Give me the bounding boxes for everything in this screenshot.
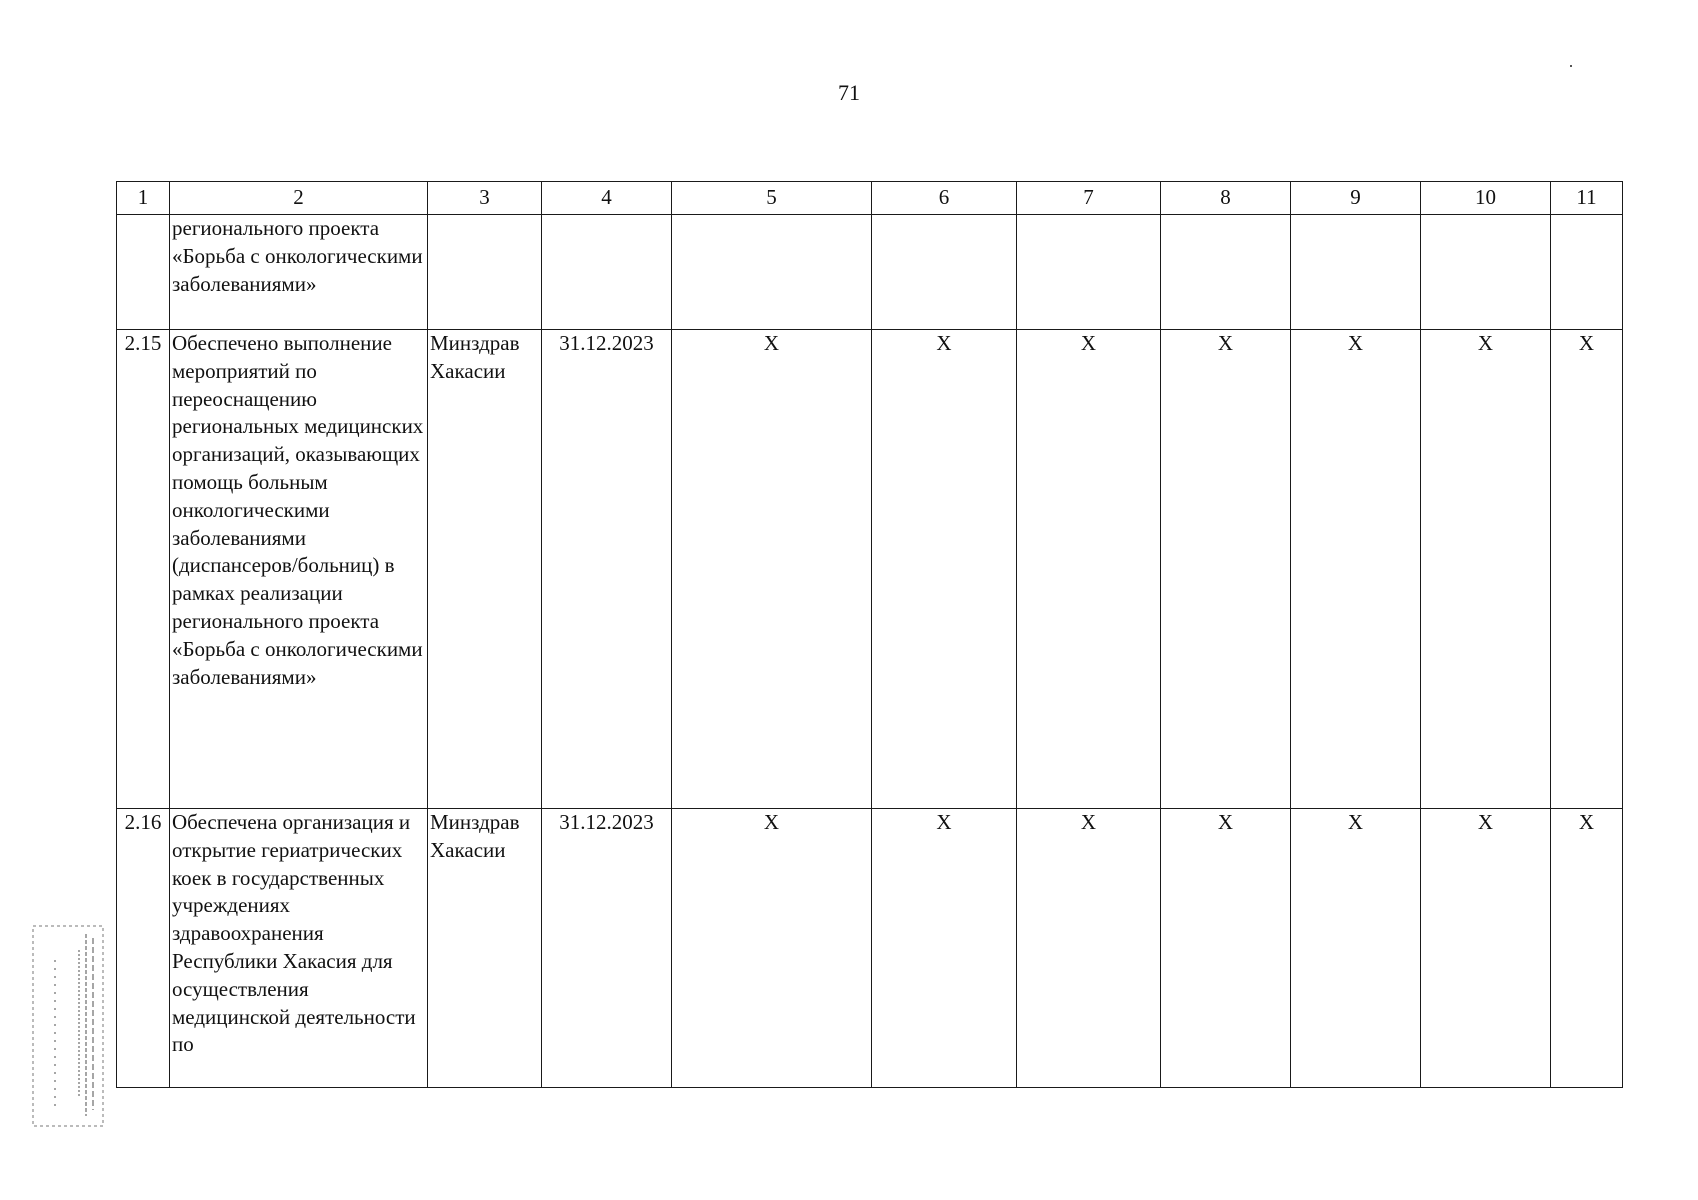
mark-cell: X bbox=[1017, 809, 1161, 1088]
column-header-11: 11 bbox=[1551, 182, 1623, 215]
header-row bbox=[117, 182, 1623, 215]
row-number: 2.15 bbox=[117, 330, 170, 809]
row-description: Обеспечена организация и открытие гериатрических коек в государственных учреждениях здравоохранения Республики Хакасия для осуществления медицинской деятельности по bbox=[170, 809, 428, 1088]
mark-cell: X bbox=[1291, 809, 1421, 1088]
column-header-4: 4 bbox=[542, 182, 672, 215]
table-row bbox=[117, 330, 1623, 809]
row-date: 31.12.2023 bbox=[542, 330, 672, 809]
table-row-continuation bbox=[117, 215, 1623, 330]
stamp-icon bbox=[30, 920, 108, 1132]
scan-speck bbox=[1570, 65, 1572, 67]
row-description: регионального проекта «Борьба с онкологическими заболеваниями» bbox=[170, 215, 428, 330]
mark-cell: X bbox=[1421, 330, 1551, 809]
column-header-6: 6 bbox=[872, 182, 1017, 215]
page-number: 71 bbox=[838, 80, 860, 105]
column-header-1: 1 bbox=[117, 182, 170, 215]
mark-cell: X bbox=[1017, 330, 1161, 809]
row-description: Обеспечено выполнение мероприятий по переоснащению региональных медицинских организаций, оказывающих помощь больным онкологическими заболеваниями (диспансеров/больниц) в рамках реализации регионального проекта «Борьба с онкологическими заболеваниями» bbox=[170, 330, 428, 809]
mark-cell: X bbox=[872, 330, 1017, 809]
row-executor: Минздрав Хакасии bbox=[428, 330, 542, 809]
row-date: 31.12.2023 bbox=[542, 809, 672, 1088]
mark-cell: X bbox=[1161, 809, 1291, 1088]
empty-cell bbox=[1161, 215, 1291, 330]
table-row bbox=[117, 809, 1623, 1088]
column-header-2: 2 bbox=[170, 182, 428, 215]
empty-cell bbox=[1421, 215, 1551, 330]
column-header-10: 10 bbox=[1421, 182, 1551, 215]
mark-cell: X bbox=[1551, 809, 1623, 1088]
column-header-9: 9 bbox=[1291, 182, 1421, 215]
column-header-5: 5 bbox=[672, 182, 872, 215]
mark-cell: X bbox=[1551, 330, 1623, 809]
row-number bbox=[117, 215, 170, 330]
row-number: 2.16 bbox=[117, 809, 170, 1088]
row-executor bbox=[428, 215, 542, 330]
mark-cell: X bbox=[1161, 330, 1291, 809]
row-date bbox=[542, 215, 672, 330]
empty-cell bbox=[1291, 215, 1421, 330]
empty-cell bbox=[872, 215, 1017, 330]
empty-cell bbox=[1017, 215, 1161, 330]
column-header-8: 8 bbox=[1161, 182, 1291, 215]
column-header-7: 7 bbox=[1017, 182, 1161, 215]
mark-cell: X bbox=[672, 809, 872, 1088]
mark-cell: X bbox=[672, 330, 872, 809]
mark-cell: X bbox=[872, 809, 1017, 1088]
mark-cell: X bbox=[1291, 330, 1421, 809]
column-header-3: 3 bbox=[428, 182, 542, 215]
row-executor: Минздрав Хакасии bbox=[428, 809, 542, 1088]
empty-cell bbox=[1551, 215, 1623, 330]
empty-cell bbox=[672, 215, 872, 330]
document-table bbox=[116, 181, 1623, 1088]
mark-cell: X bbox=[1421, 809, 1551, 1088]
